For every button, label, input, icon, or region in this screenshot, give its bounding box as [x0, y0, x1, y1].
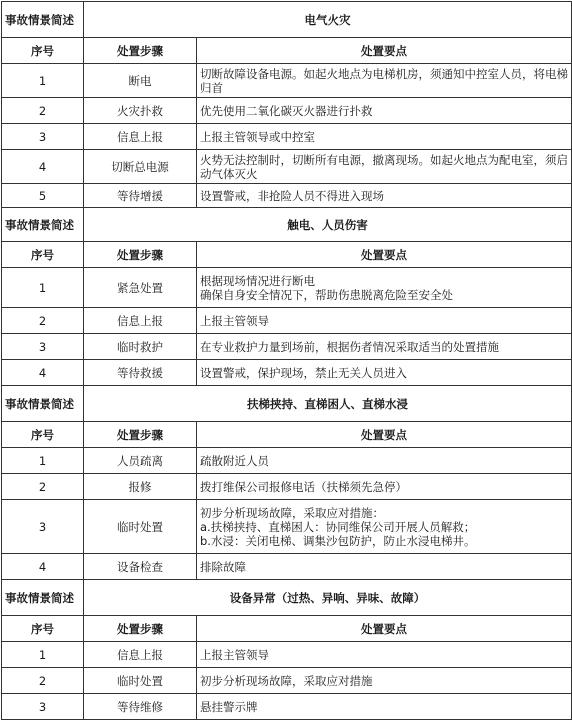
row-point: 设置警戒，非抢险人员不得进入现场 — [197, 184, 572, 208]
header-point: 处置要点 — [197, 616, 572, 642]
row-step: 信息上报 — [84, 124, 197, 150]
header-step: 处置步骤 — [84, 38, 197, 64]
row-point: 拨打维保公司报修电话（扶梯须先急停） — [197, 474, 572, 500]
row-point: 在专业救护力量到场前，根据伤者情况采取适当的处置措施 — [197, 334, 572, 360]
table-row — [2, 150, 572, 184]
header-step: 处置步骤 — [84, 616, 197, 642]
row-step: 火灾扑救 — [84, 98, 197, 124]
row-point: 切断故障设备电源。如起火地点为电梯机房，须通知中控室人员，将电梯归首 — [197, 64, 572, 98]
row-step: 临时处置 — [84, 500, 197, 554]
row-number: 1 — [2, 268, 84, 308]
table-row — [2, 334, 572, 360]
row-point: 设置警戒，保护现场，禁止无关人员进入 — [197, 360, 572, 386]
row-point: 火势无法控制时，切断所有电源，撤离现场。如起火地点为配电室，须启动气体灭火 — [197, 150, 572, 184]
table-row — [2, 448, 572, 474]
row-number: 4 — [2, 360, 84, 386]
row-number: 3 — [2, 500, 84, 554]
row-step: 设备检查 — [84, 554, 197, 580]
header-step: 处置步骤 — [84, 242, 197, 268]
row-step: 人员疏离 — [84, 448, 197, 474]
column-header-row — [2, 38, 572, 64]
section-title-row — [2, 208, 572, 242]
row-step: 切断总电源 — [84, 150, 197, 184]
header-no: 序号 — [2, 616, 84, 642]
header-no: 序号 — [2, 38, 84, 64]
row-point: 悬挂警示牌 — [197, 694, 572, 720]
table-row — [2, 668, 572, 694]
header-point: 处置要点 — [197, 38, 572, 64]
row-step: 信息上报 — [84, 642, 197, 668]
section-title-row — [2, 580, 572, 616]
row-step: 临时救护 — [84, 334, 197, 360]
row-number: 5 — [2, 184, 84, 208]
scenario-label: 事故情景简述 — [2, 580, 84, 616]
row-point: 排除故障 — [197, 554, 572, 580]
row-point: 疏散附近人员 — [197, 448, 572, 474]
table-row — [2, 474, 572, 500]
column-header-row — [2, 242, 572, 268]
table-row — [2, 308, 572, 334]
scenario-title: 设备异常（过热、异响、异味、故障） — [84, 580, 572, 616]
row-number: 2 — [2, 98, 84, 124]
row-point: 上报主管领导 — [197, 642, 572, 668]
row-step: 报修 — [84, 474, 197, 500]
row-point: 优先使用二氧化碳灭火器进行扑救 — [197, 98, 572, 124]
row-number: 1 — [2, 64, 84, 98]
table-row — [2, 184, 572, 208]
scenario-title: 电气火灾 — [84, 2, 572, 38]
scenario-label: 事故情景简述 — [2, 386, 84, 422]
row-number: 3 — [2, 124, 84, 150]
row-number: 1 — [2, 642, 84, 668]
header-point: 处置要点 — [197, 242, 572, 268]
header-step: 处置步骤 — [84, 422, 197, 448]
row-step: 断电 — [84, 64, 197, 98]
emergency-procedure-table — [1, 1, 572, 720]
row-step: 等待救援 — [84, 360, 197, 386]
scenario-title: 触电、人员伤害 — [84, 208, 572, 242]
row-point: 根据现场情况进行断电 确保自身安全情况下，帮助伤患脱离危险至安全处 — [197, 268, 572, 308]
row-number: 3 — [2, 694, 84, 720]
section-title-row — [2, 386, 572, 422]
row-step: 紧急处置 — [84, 268, 197, 308]
header-no: 序号 — [2, 422, 84, 448]
table-row — [2, 500, 572, 554]
header-no: 序号 — [2, 242, 84, 268]
row-number: 2 — [2, 474, 84, 500]
row-number: 1 — [2, 448, 84, 474]
row-number: 3 — [2, 334, 84, 360]
table-body — [2, 2, 572, 720]
table-row — [2, 268, 572, 308]
table-row — [2, 694, 572, 720]
row-number: 2 — [2, 308, 84, 334]
row-step: 信息上报 — [84, 308, 197, 334]
table-row — [2, 642, 572, 668]
scenario-label: 事故情景简述 — [2, 208, 84, 242]
row-step: 等待维修 — [84, 694, 197, 720]
row-number: 4 — [2, 150, 84, 184]
table-row — [2, 124, 572, 150]
row-point: 初步分析现场故障，采取应对措施 — [197, 668, 572, 694]
row-point: 上报主管领导 — [197, 308, 572, 334]
row-number: 2 — [2, 668, 84, 694]
header-point: 处置要点 — [197, 422, 572, 448]
scenario-title: 扶梯挟持、直梯困人、直梯水浸 — [84, 386, 572, 422]
table-row — [2, 98, 572, 124]
row-point: 初步分析现场故障，采取应对措施： a.扶梯挟持、直梯困人：协同维保公司开展人员解救； b.水浸：关闭电梯、调集沙包防护，防止水浸电梯井。 — [197, 500, 572, 554]
column-header-row — [2, 616, 572, 642]
section-title-row — [2, 2, 572, 38]
column-header-row — [2, 422, 572, 448]
scenario-label: 事故情景简述 — [2, 2, 84, 38]
row-step: 临时处置 — [84, 668, 197, 694]
table-row — [2, 360, 572, 386]
row-number: 4 — [2, 554, 84, 580]
table-row — [2, 64, 572, 98]
table-row — [2, 554, 572, 580]
row-point: 上报主管领导或中控室 — [197, 124, 572, 150]
row-step: 等待增援 — [84, 184, 197, 208]
